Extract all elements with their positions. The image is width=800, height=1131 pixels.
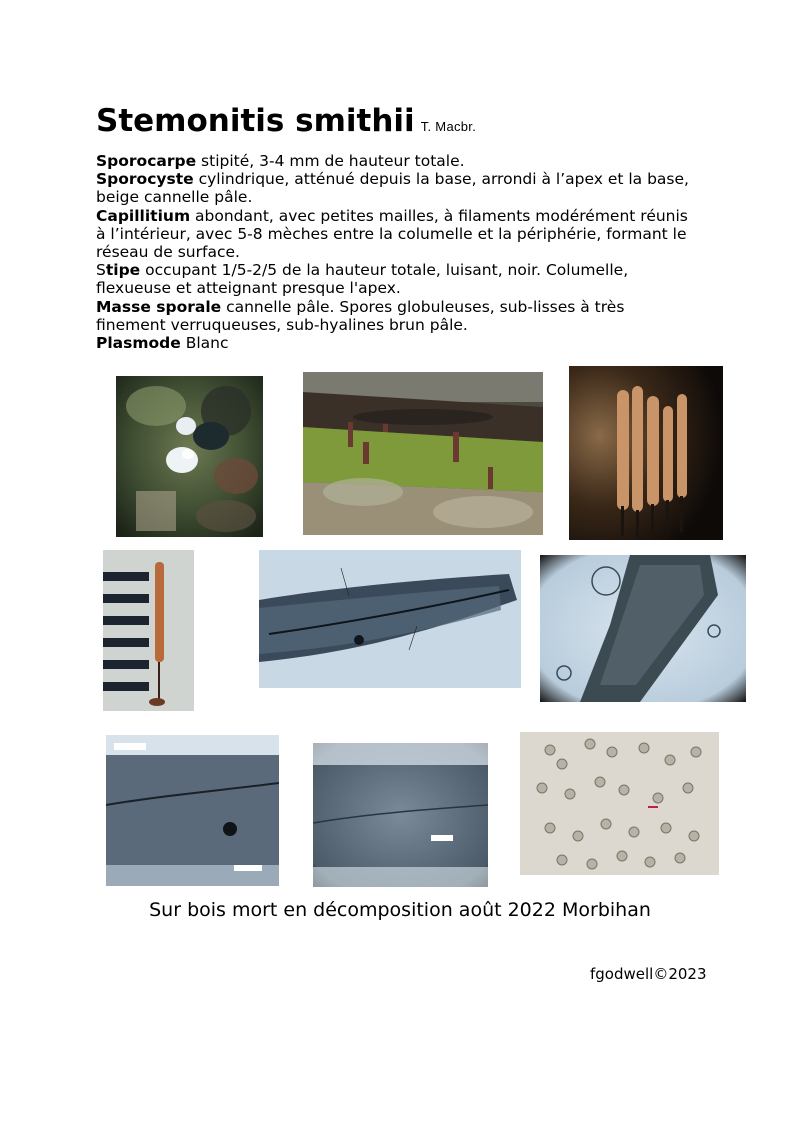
desc-sporocyste: Sporocyste cylindrique, atténué depuis la base, arrondi à l’apex et la base, beige cannelle pâle.	[96, 170, 689, 207]
desc-masse-sporale: Masse sporale cannelle pâle. Spores globuleuses, sub-lisses à très finement verruqueuses, sub-hyalines brun pâle.	[96, 297, 625, 334]
species-name: Stemonitis smithii	[96, 103, 415, 139]
photo-microscope-spores	[520, 732, 719, 875]
desc-plasmode: Plasmode Blanc	[96, 334, 229, 353]
photo-microscope-surface-net	[313, 743, 488, 887]
photo-caption: Sur bois mort en décomposition août 2022 Morbihan	[149, 899, 651, 921]
photo-microscope-sporocyst	[540, 555, 746, 702]
desc-stipe: Stipe occupant 1/5-2/5 de la hauteur totale, luisant, noir. Columelle, flexueuse et atteignant presque l'apex.	[96, 261, 629, 298]
description	[96, 152, 696, 352]
photo-sporocarps-closeup	[569, 366, 723, 540]
photo-ruler-sporocarp	[103, 550, 194, 711]
photo-microscope-capillitium	[259, 550, 521, 688]
species-author: T. Macbr.	[420, 119, 477, 134]
photo-plasmodium	[116, 376, 263, 537]
copyright-credit: fgodwell©2023	[590, 965, 707, 983]
page-title	[96, 103, 477, 139]
desc-sporocarpe: Sporocarpe stipité, 3-4 mm de hauteur totale.	[96, 152, 465, 170]
photo-habitat-wood	[303, 372, 543, 535]
photo-microscope-network	[106, 735, 279, 886]
desc-capillitium: Capillitium abondant, avec petites mailles, à filaments modérément réunis à l’intérieur, avec 5-8 mèches entre la columelle et la périphérie, formant le réseau de surface.	[96, 206, 688, 262]
